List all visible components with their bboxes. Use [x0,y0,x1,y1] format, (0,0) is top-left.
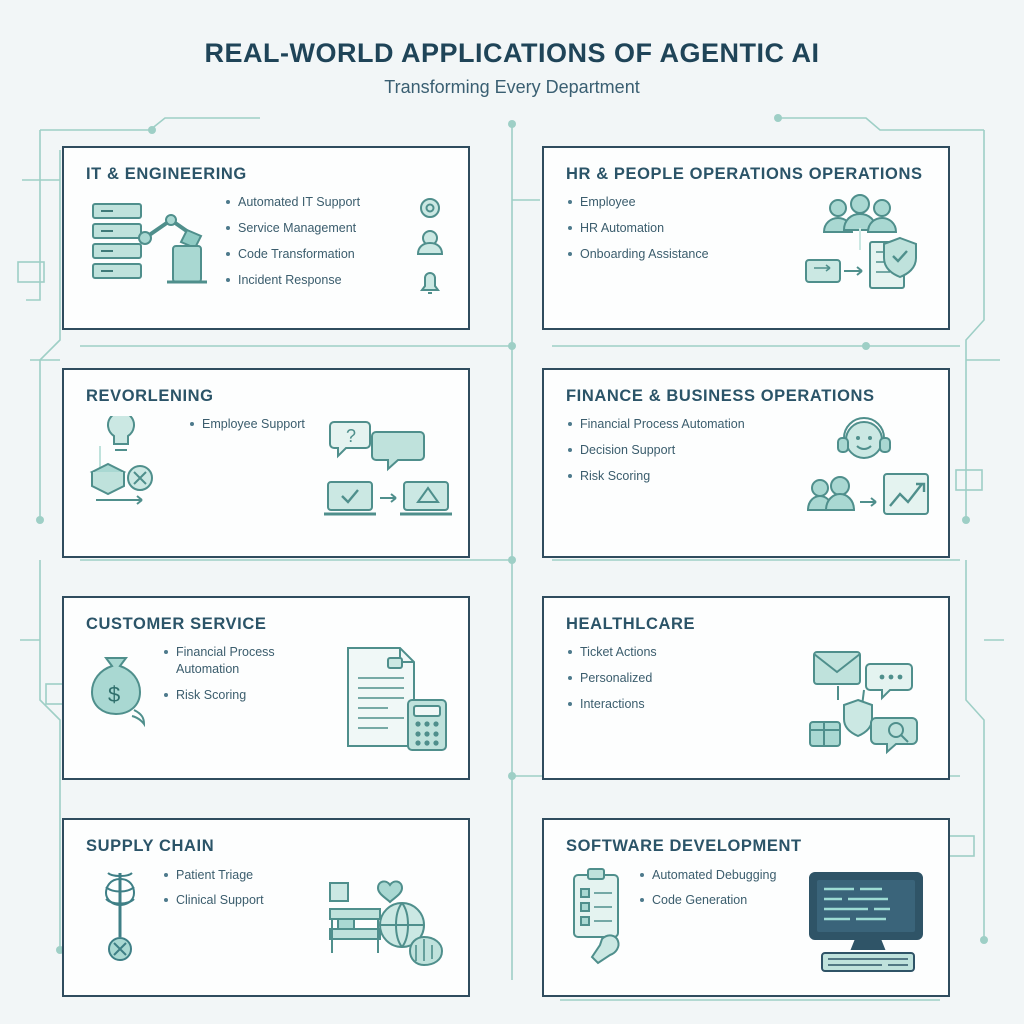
chat-laptop-icon [324,416,452,536]
list-item: Clinical Support [162,892,318,909]
headset-agent-chart-icon [804,416,932,542]
card-bullets [566,416,798,494]
svg-text:?: ? [346,426,357,447]
card-title: IT & ENGINEERING [86,165,247,183]
list-item: Risk Scoring [162,687,318,704]
cards-grid [62,146,970,997]
page-title: REAL-WORLD APPLICATIONS OF AGENTIC AI [204,38,820,68]
list-item: Service Management [224,220,402,237]
mail-shield-chat-icon [804,644,932,764]
list-item: Automated IT Support [224,194,402,211]
card-customer-service[interactable] [62,596,470,780]
card-revorlening[interactable] [62,368,470,558]
card-bullets [566,644,798,722]
list-item: Employee [566,194,798,211]
clipboard-wrench-icon [566,867,632,972]
list-item: Interactions [566,696,798,713]
svg-text:$: $ [108,682,121,708]
card-title: FINANCE & BUSINESS OPERATIONS [566,387,875,406]
money-bag-icon [86,644,156,749]
card-finance-business-operations[interactable] [542,368,950,558]
list-item: Code Transformation [224,246,402,263]
page-header [0,0,1024,98]
list-item: Patient Triage [162,867,318,884]
people-checklist-shield-icon [804,194,932,314]
caduceus-icon [86,867,156,974]
list-item: Onboarding Assistance [566,246,798,263]
gear-bell-icons [408,194,452,309]
list-item: HR Automation [566,220,798,237]
card-title: SOFTWARE DEVELOPMENT [566,837,802,856]
robot-arm-server-icon [86,194,214,304]
card-bullets [162,644,318,713]
card-title: CUSTOMER SERVICE [86,615,267,634]
warehouse-globe-brain-icon [324,867,452,981]
card-title: SUPPLY CHAIN [86,837,215,856]
card-bullets [566,194,798,272]
card-bullets [162,867,318,919]
page-subtitle: Transforming Every Department [384,77,640,97]
card-software-development[interactable] [542,818,950,996]
lightbulb-box-icon [86,416,182,531]
card-bullets [224,194,402,298]
card-bullets [188,416,318,442]
list-item: Decision Support [566,442,798,459]
card-supply-chain[interactable] [62,818,470,996]
list-item: Ticket Actions [566,644,798,661]
card-healthcare[interactable] [542,596,950,780]
invoice-calculator-icon [324,644,452,760]
list-item: Personalized [566,670,798,687]
list-item: Automated Debugging [638,867,798,884]
card-hr-people-operations[interactable] [542,146,950,330]
card-title: HEALTHLCARE [566,615,696,634]
monitor-code-icon [804,867,932,979]
card-it-engineering[interactable] [62,146,470,330]
list-item: Code Generation [638,892,798,909]
list-item: Risk Scoring [566,468,798,485]
list-item: Financial Process Automation [566,416,798,433]
card-bullets [638,867,798,919]
list-item: Financial Process Automation [162,644,318,678]
card-title: REVORLENING [86,387,214,406]
list-item: Employee Support [188,416,318,433]
list-item: Incident Response [224,272,402,289]
card-title: HR & PEOPLE OPERATIONS OPERATIONS [566,165,923,183]
